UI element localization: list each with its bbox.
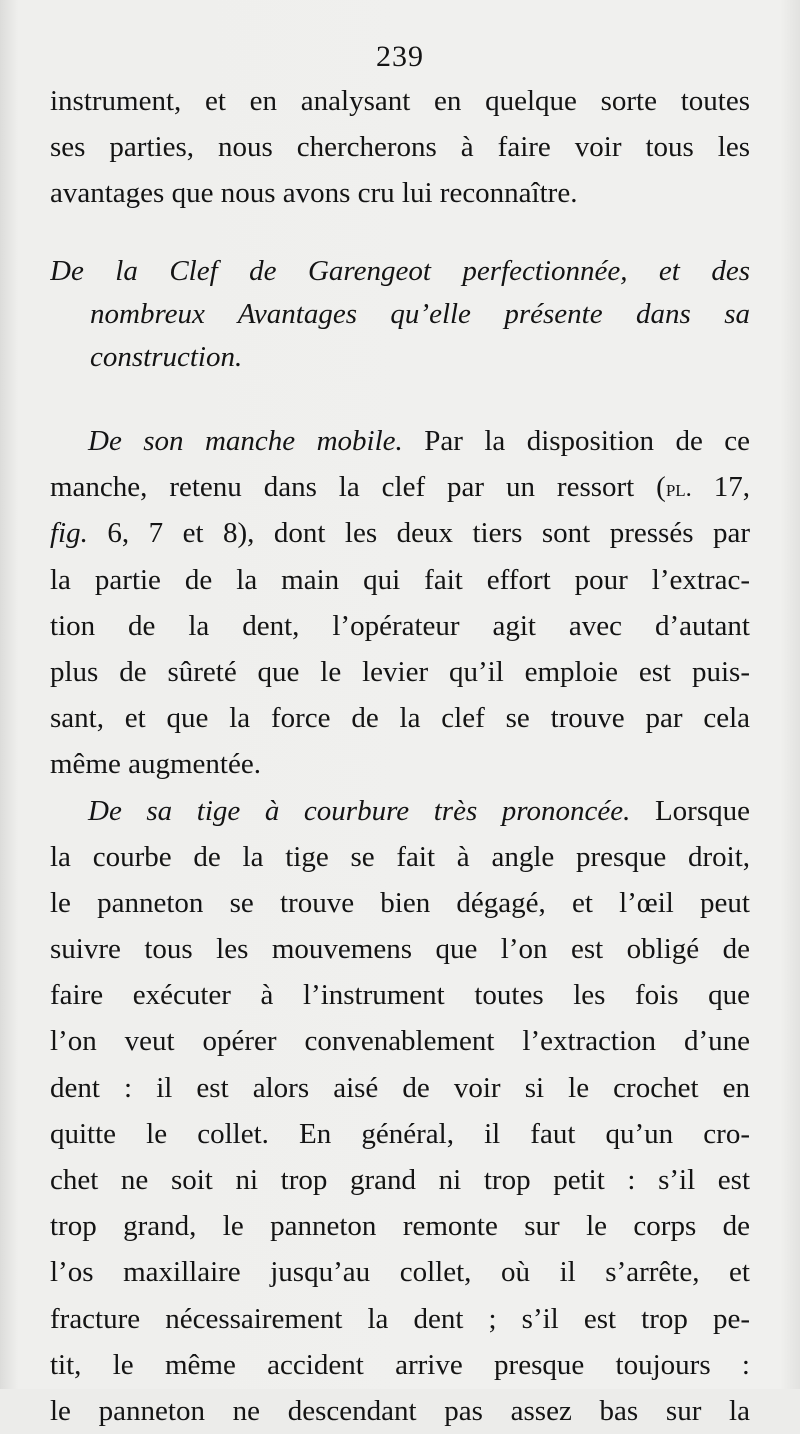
text-line: chet ne soit ni trop grand ni trop petit : s’il est	[50, 1164, 750, 1196]
text-line: tion de la dent, l’opérateur agit avec d’autant	[50, 609, 750, 642]
section-body	[50, 418, 750, 1434]
text-fragment: 17,	[691, 471, 750, 504]
text-line: ses parties, nous chercherons à faire voir tous les	[50, 131, 750, 164]
text-line	[50, 510, 750, 556]
text-line: l’on veut opérer convenablement l’extraction d’une	[50, 1025, 750, 1058]
text-line: trop grand, le panneton remonte sur le corps de	[50, 1210, 750, 1243]
text-fragment: Lorsque	[630, 794, 750, 827]
text-line: quitte le collet. En général, il faut qu’un cro-	[50, 1117, 750, 1150]
paragraph-first-line	[50, 418, 750, 464]
text-line: sant, et que la force de la clef se trouve par cela	[50, 702, 750, 735]
paragraph-first-line	[50, 788, 750, 834]
page-number: 239	[376, 40, 424, 73]
text-line: dent : il est alors aisé de voir si le crochet en	[50, 1071, 750, 1104]
text-line: fracture nécessairement la dent ; s’il est trop pe-	[50, 1302, 750, 1335]
heading-line: nombreux Avantages qu’elle présente dans sa	[90, 298, 750, 330]
text-fragment: manche, retenu dans la clef par un ressort (	[50, 471, 666, 504]
text-line: l’os maxillaire jusqu’au collet, où il s’arrête, et	[50, 1256, 750, 1289]
text-fragment: Par la disposition de ce	[402, 425, 750, 457]
paragraph-title-tige: De sa tige à courbure très prononcée.	[88, 794, 631, 827]
text-line: le panneton ne descendant pas assez bas sur la	[50, 1394, 750, 1427]
section-heading	[50, 250, 750, 379]
heading-line: construction.	[90, 341, 243, 373]
text-fragment: 6, 7 et 8), dont les deux tiers sont pressés par	[87, 517, 750, 550]
text-line: instrument, et en analysant en quelque sorte toutes	[50, 85, 750, 117]
text-line: la partie de la main qui fait effort pour l’extrac-	[50, 563, 750, 596]
intro-paragraph	[50, 78, 750, 217]
text-line: faire exécuter à l’instrument toutes les fois que	[50, 979, 750, 1012]
text-line: le panneton se trouve bien dégagé, et l’œil peut	[50, 886, 750, 919]
text-line: même augmentée.	[50, 748, 261, 781]
heading-line: De la Clef de Garengeot perfectionnée, et des	[50, 255, 750, 287]
text-line: la courbe de la tige se fait à angle presque droit,	[50, 840, 750, 873]
paragraph-title-manche: De son manche mobile.	[88, 425, 403, 457]
figure-reference: fig.	[50, 517, 88, 550]
plate-reference: pl.	[665, 475, 692, 503]
text-line: avantages que nous avons cru lui reconnaître.	[50, 177, 578, 210]
text-line: suivre tous les mouvemens que l’on est obligé de	[50, 933, 750, 966]
text-line	[50, 464, 750, 510]
text-line: plus de sûreté que le levier qu’il emploie est puis-	[50, 655, 750, 688]
text-line: tit, le même accident arrive presque toujours :	[50, 1348, 750, 1381]
